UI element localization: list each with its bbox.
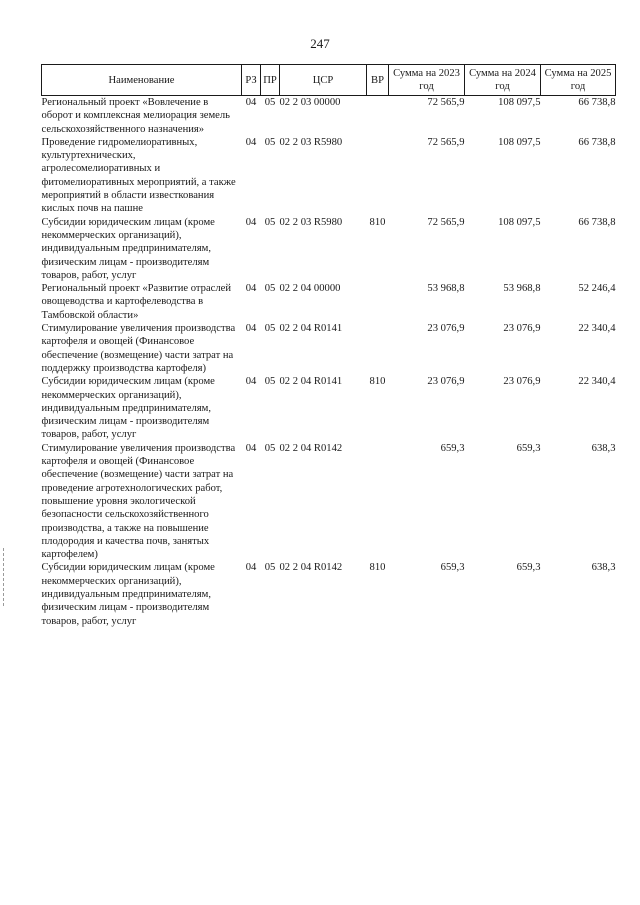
row-name: Региональный проект «Вовлечение в оборот и комплексная мелиорация земель сельскохозяйственного назначения»	[41, 97, 231, 135]
row-sum-2023: 659,3	[440, 562, 465, 574]
row-vr: 810	[369, 216, 386, 228]
row-csr: 02 2 04 R0142	[279, 442, 343, 454]
row-csr: 02 2 03 R5980	[279, 216, 343, 228]
header-pr: ПР	[261, 65, 280, 96]
row-sum-2024: 108 097,5	[498, 216, 541, 228]
header-csr: ЦСР	[280, 65, 367, 96]
row-sum-2023: 23 076,9	[427, 323, 465, 335]
row-sum-2023: 53 968,8	[427, 283, 465, 295]
row-csr: 02 2 03 R5980	[279, 136, 343, 148]
scan-margin-mark	[3, 548, 5, 606]
header-name: Наименование	[42, 65, 242, 96]
row-csr: 02 2 04 R0142	[279, 562, 343, 574]
row-sum-2024: 659,3	[516, 442, 541, 454]
row-vr	[367, 136, 389, 216]
row-vr: 810	[369, 376, 386, 388]
page-number: 247	[310, 36, 330, 51]
row-sum-2025: 638,3	[591, 442, 616, 454]
row-vr	[367, 282, 389, 322]
row-vr	[367, 442, 389, 562]
row-name: Субсидии юридическим лицам (кроме некоммерческих организаций), индивидуальным предпринимателям, физическим лицам - производителям товаров, работ, услуг	[41, 562, 215, 627]
row-rz: 04	[245, 376, 257, 388]
row-sum-2023: 72 565,9	[427, 216, 465, 228]
row-name: Субсидии юридическим лицам (кроме некоммерческих организаций), индивидуальным предпринимателям, физическим лицам - производителям товаров, работ, услуг	[41, 216, 215, 281]
table-header-row	[42, 65, 616, 96]
row-pr: 05	[264, 323, 276, 335]
row-sum-2023: 23 076,9	[427, 376, 465, 388]
row-sum-2023: 72 565,9	[427, 97, 465, 108]
table-row	[42, 282, 616, 322]
row-sum-2024: 23 076,9	[503, 323, 541, 335]
header-vr: ВР	[367, 65, 389, 96]
row-pr: 05	[264, 283, 276, 295]
row-rz: 04	[245, 562, 257, 574]
header-sum-2025: Сумма на 2025 год	[541, 65, 616, 96]
row-rz: 04	[245, 97, 257, 108]
table-row	[42, 561, 616, 627]
row-sum-2023: 659,3	[440, 442, 465, 454]
row-csr: 02 2 04 R0141	[279, 376, 343, 388]
row-vr	[367, 96, 389, 136]
table-row	[42, 96, 616, 136]
row-sum-2025: 66 738,8	[578, 136, 616, 148]
row-sum-2024: 53 968,8	[503, 283, 541, 295]
row-sum-2025: 66 738,8	[578, 216, 616, 228]
row-name: Стимулирование увеличения производства картофеля и овощей (Финансовое обеспечение (возмещение) части затрат на поддержку производства картофеля)	[41, 323, 236, 374]
row-rz: 04	[245, 323, 257, 335]
row-vr: 810	[369, 562, 386, 574]
budget-table	[41, 64, 616, 628]
row-sum-2024: 23 076,9	[503, 376, 541, 388]
row-rz: 04	[245, 136, 257, 148]
row-name: Субсидии юридическим лицам (кроме некоммерческих организаций), индивидуальным предпринимателям, физическим лицам - производителям товаров, работ, услуг	[41, 376, 215, 441]
header-sum-2023: Сумма на 2023 год	[389, 65, 465, 96]
row-name: Региональный проект «Развитие отраслей овощеводства и картофелеводства в Тамбовской области»	[41, 283, 232, 321]
row-csr: 02 2 03 00000	[279, 97, 341, 108]
row-sum-2025: 52 246,4	[578, 283, 616, 295]
header-sum-2024: Сумма на 2024 год	[465, 65, 541, 96]
table-row	[42, 375, 616, 441]
row-csr: 02 2 04 00000	[279, 283, 341, 295]
row-sum-2025: 22 340,4	[578, 323, 616, 335]
row-name: Стимулирование увеличения производства картофеля и овощей (Финансовое обеспечение (возмещение) части затрат на проведение агротехнологических работ, повышение уровня экологической безопасности сельскохозяйственного производства, а также на повышение плодородия и качества почв, занятых картофелем)	[41, 442, 236, 561]
row-sum-2025: 638,3	[591, 562, 616, 574]
row-rz: 04	[245, 283, 257, 295]
row-name: Проведение гидромелиоративных, культуртехнических, агролесомелиоративных и фитомелиоративных мероприятий, а также мероприятий в области известкования кислых почв на пашне	[41, 136, 236, 215]
table-row	[42, 322, 616, 375]
row-sum-2024: 108 097,5	[498, 136, 541, 148]
row-sum-2024: 108 097,5	[498, 97, 541, 108]
row-sum-2024: 659,3	[516, 562, 541, 574]
row-pr: 05	[264, 136, 276, 148]
table-row	[42, 442, 616, 562]
row-sum-2025: 66 738,8	[578, 97, 616, 108]
row-pr: 05	[264, 442, 276, 454]
row-pr: 05	[264, 376, 276, 388]
table-row	[42, 216, 616, 282]
row-pr: 05	[264, 216, 276, 228]
row-pr: 05	[264, 562, 276, 574]
row-pr: 05	[264, 97, 276, 108]
header-rz: РЗ	[242, 65, 261, 96]
row-sum-2023: 72 565,9	[427, 136, 465, 148]
table-row	[42, 136, 616, 216]
row-rz: 04	[245, 442, 257, 454]
row-sum-2025: 22 340,4	[578, 376, 616, 388]
row-csr: 02 2 04 R0141	[279, 323, 343, 335]
row-vr	[367, 322, 389, 375]
row-rz: 04	[245, 216, 257, 228]
